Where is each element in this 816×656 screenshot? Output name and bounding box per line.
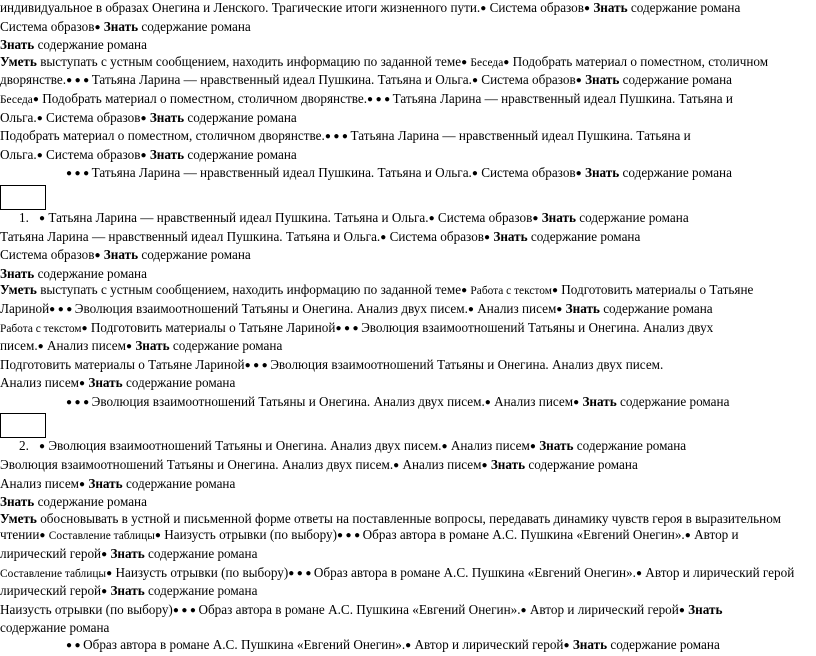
text-line: Подобрать материал о поместном, столичном дворянстве.● ● ● Татьяна Ларина — нравственный идеал Пушкина. Татьяна и (0, 128, 691, 144)
text-line: чтении● Составление таблицы● Наизусть отрывки (по выбору)● ● ● Образ автора в романе А.С. Пушкина «Евгений Онегин».● Автор и (0, 527, 739, 543)
text-line: писем.● Анализ писем● Знать содержание романа (0, 338, 283, 354)
text-line: Уметь выступать с устным сообщением, находить информацию по заданной теме● Работа с текстом● Подготовить материалы о Татьяне (0, 282, 754, 298)
text-line: Лариной● ● ● Эволюция взаимоотношений Татьяны и Онегина. Анализ двух писем.● Анализ писем● Знать содержание романа (0, 300, 713, 316)
text-line: Уметь обосновывать в устной и письменной форме ответы на поставленные вопросы, передавать динамику чувств героя в выразительном (0, 510, 781, 526)
text-line: Наизусть отрывки (по выбору)● ● ● Образ автора в романе А.С. Пушкина «Евгений Онегин».● Автор и лирический герой● Знать (0, 601, 723, 617)
text-line: ● ● Образ автора в романе А.С. Пушкина «Евгений Онегин».● Автор и лирический герой● Знать содержание романа (66, 637, 720, 652)
text-line: дворянстве.● ● ● Татьяна Ларина — нравственный идеал Пушкина. Татьяна и Ольга.● Система образов● Знать содержание романа (0, 72, 733, 88)
text-line: лирический герой● Знать содержание романа (0, 546, 258, 562)
text-line: Анализ писем● Знать содержание романа (0, 475, 236, 491)
text-line: индивидуальное в образах Онегина и Ленского. Трагические итоги жизненного пути.● Система образов● Знать содержание романа (0, 0, 741, 15)
answer-box[interactable] (0, 185, 46, 210)
numbered-item: 1. ● Татьяна Ларина — нравственный идеал Пушкина. Татьяна и Ольга.● Система образов● Знать содержание романа (19, 209, 689, 225)
text-line: ● ● ● Татьяна Ларина — нравственный идеал Пушкина. Татьяна и Ольга.● Система образов● Знать содержание романа (66, 165, 732, 181)
text-line: Знать содержание романа (0, 37, 147, 53)
text-line: Знать содержание романа (0, 265, 147, 281)
text-line: Анализ писем● Знать содержание романа (0, 375, 236, 391)
text-line: Система образов● Знать содержание романа (0, 247, 251, 263)
text-line: ● ● ● Эволюция взаимоотношений Татьяны и Онегина. Анализ двух писем.● Анализ писем● Знать содержание романа (66, 393, 730, 409)
text-line: Система образов● Знать содержание романа (0, 18, 251, 34)
answer-box[interactable] (0, 413, 46, 438)
text-line: Беседа● Подобрать материал о поместном, столичном дворянстве.● ● ● Татьяна Ларина — нравственный идеал Пушкина. Татьяна и (0, 90, 733, 106)
text-line: Составление таблицы● Наизусть отрывки (по выбору)● ● ● Образ автора в романе А.С. Пушкина «Евгений Онегин».● Автор и лирический герой (0, 564, 795, 580)
text-line: Ольга.● Система образов● Знать содержание романа (0, 146, 297, 162)
text-line: содержание романа (0, 620, 110, 636)
text-line: Подготовить материалы о Татьяне Лариной● ● ● Эволюция взаимоотношений Татьяны и Онегина. Анализ двух писем. (0, 356, 664, 372)
text-line: лирический герой● Знать содержание романа (0, 583, 258, 599)
text-line: Татьяна Ларина — нравственный идеал Пушкина. Татьяна и Ольга.● Система образов● Знать содержание романа (0, 228, 641, 244)
text-line: Знать содержание романа (0, 494, 147, 510)
text-line: Работа с текстом● Подготовить материалы о Татьяне Лариной● ● ● Эволюция взаимоотношений Татьяны и Онегина. Анализ двух (0, 319, 714, 335)
text-line: Эволюция взаимоотношений Татьяны и Онегина. Анализ двух писем.● Анализ писем● Знать содержание романа (0, 457, 638, 473)
text-line: Уметь выступать с устным сообщением, находить информацию по заданной теме● Беседа● Подобрать материал о поместном, столичном (0, 53, 769, 69)
text-line: Ольга.● Система образов● Знать содержание романа (0, 109, 297, 125)
numbered-item: 2. ● Эволюция взаимоотношений Татьяны и Онегина. Анализ двух писем.● Анализ писем● Знать содержание романа (19, 438, 687, 454)
